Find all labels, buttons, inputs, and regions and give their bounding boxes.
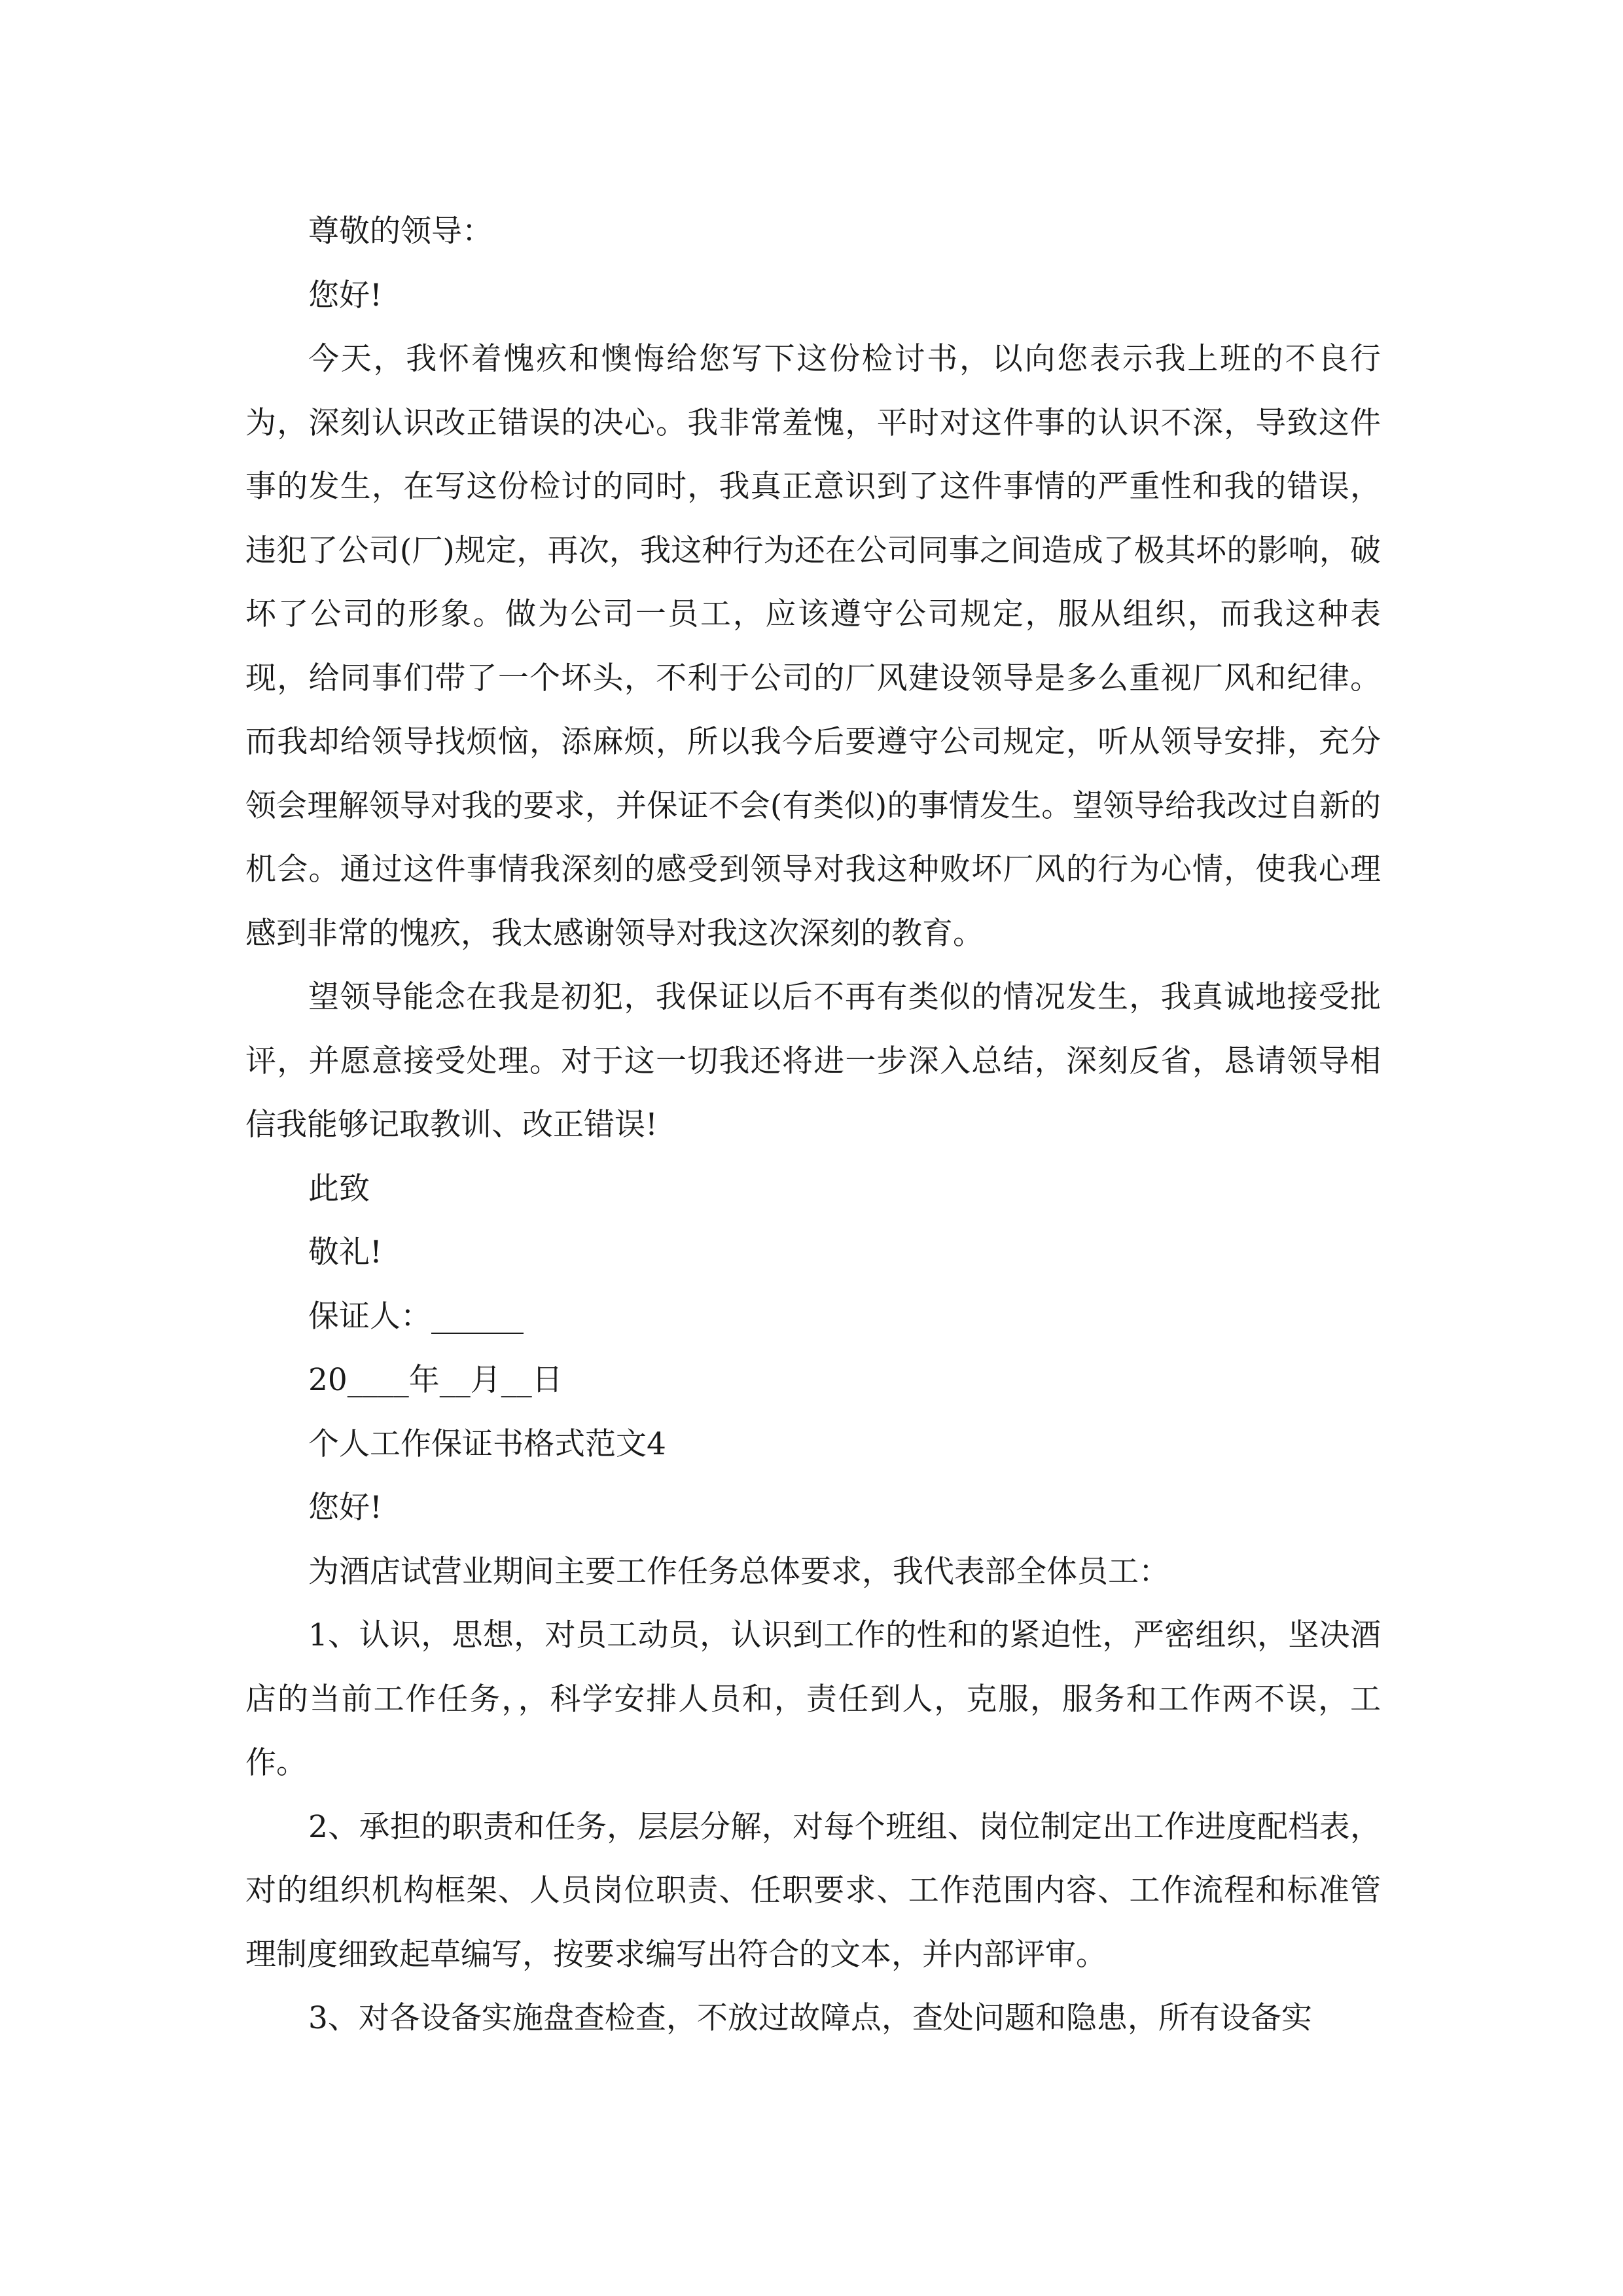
- closing-line-2: 敬礼!: [308, 1234, 382, 1270]
- guarantor-line: 保证人：______: [308, 1298, 524, 1335]
- date-line: 20____年__月__日: [308, 1362, 563, 1398]
- section-heading: 个人工作保证书格式范文4: [308, 1426, 666, 1462]
- salutation: 尊敬的领导：: [308, 213, 493, 249]
- document-body: [245, 200, 1381, 2051]
- greeting-2: 您好!: [308, 1490, 382, 1526]
- body-paragraph-2: 望领导能念在我是初犯，我保证以后不再有类似的情况发生，我真诚地接受批评，并愿意接受处理。对于这一切我还将进一步深入总结，深刻反省，恳请领导相信我能够记取教训、改正错误!: [245, 979, 1381, 1143]
- list-item-2: 2、承担的职责和任务，层层分解，对每个班组、岗位制定出工作进度配档表，对的组织机构框架、人员岗位职责、任职要求、工作范围内容、工作流程和标准管理制度细致起草编写，按要求编写出符合的文本，并内部评审。: [245, 1808, 1381, 1973]
- intro-paragraph: 为酒店试营业期间主要工作任务总体要求，我代表部全体员工：: [308, 1553, 1169, 1590]
- list-item-3: 3、对各设备实施盘查检查，不放过故障点，查处问题和隐患，所有设备实: [308, 2000, 1312, 2036]
- body-paragraph-1: 今天，我怀着愧疚和懊悔给您写下这份检讨书，以向您表示我上班的不良行为，深刻认识改正错误的决心。我非常羞愧，平时对这件事的认识不深，导致这件事的发生，在写这份检讨的同时，我真正意识到了这件事情的严重性和我的错误，违犯了公司(厂)规定，再次，我这种行为还在公司同事之间造成了极其坏的影响，破坏了公司的形象。做为公司一员工，应该遵守公司规定，服从组织，而我这种表现，给同事们带了一个坏头，不利于公司的厂风建设领导是多么重视厂风和纪律。而我却给领导找烦恼，添麻烦，所以我今后要遵守公司规定，听从领导安排，充分领会理解领导对我的要求，并保证不会(有类似)的事情发生。望领导给我改过自新的机会。通过这件事情我深刻的感受到领导对我这种败坏厂风的行为心情，使我心理感到非常的愧疚，我太感谢领导对我这次深刻的教育。: [245, 341, 1381, 952]
- list-item-1: 1、认识，思想，对员工动员，认识到工作的性和的紧迫性，严密组织，坚决酒店的当前工作任务，，科学安排人员和，责任到人，克服，服务和工作两不误，工作。: [245, 1617, 1381, 1781]
- greeting: 您好!: [308, 277, 382, 314]
- closing-line-1: 此致: [308, 1170, 370, 1207]
